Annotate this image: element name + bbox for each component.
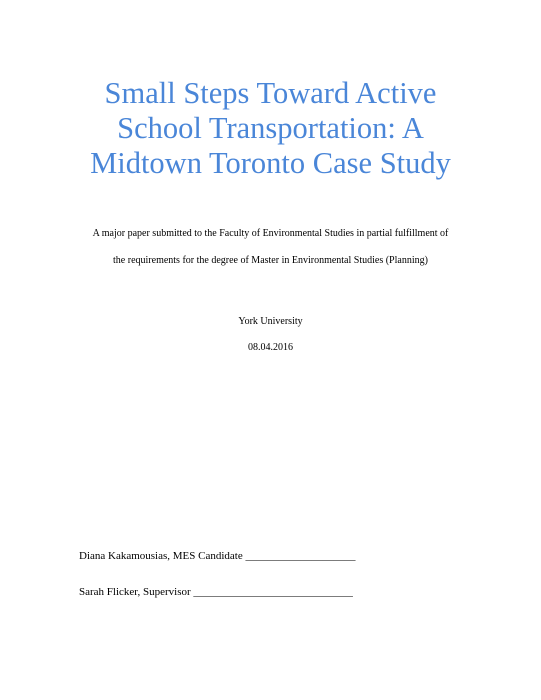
submission-date: 08.04.2016 <box>248 342 293 353</box>
title-line-3: Midtown Toronto Case Study <box>90 146 451 180</box>
document-title <box>0 76 541 181</box>
supervisor-signature-line: Sarah Flicker, Supervisor _____________________________ <box>79 586 353 598</box>
title-line-2: School Transportation: A <box>117 111 424 145</box>
candidate-signature-line: Diana Kakamousias, MES Candidate ____________________ <box>79 550 356 562</box>
title-line-1: Small Steps Toward Active <box>104 76 437 110</box>
institution-name: York University <box>238 316 303 327</box>
submission-statement-line-1: A major paper submitted to the Faculty of Environmental Studies in partial fulfillment of <box>92 228 449 239</box>
submission-statement-line-2: the requirements for the degree of Master in Environmental Studies (Planning) <box>113 255 428 266</box>
